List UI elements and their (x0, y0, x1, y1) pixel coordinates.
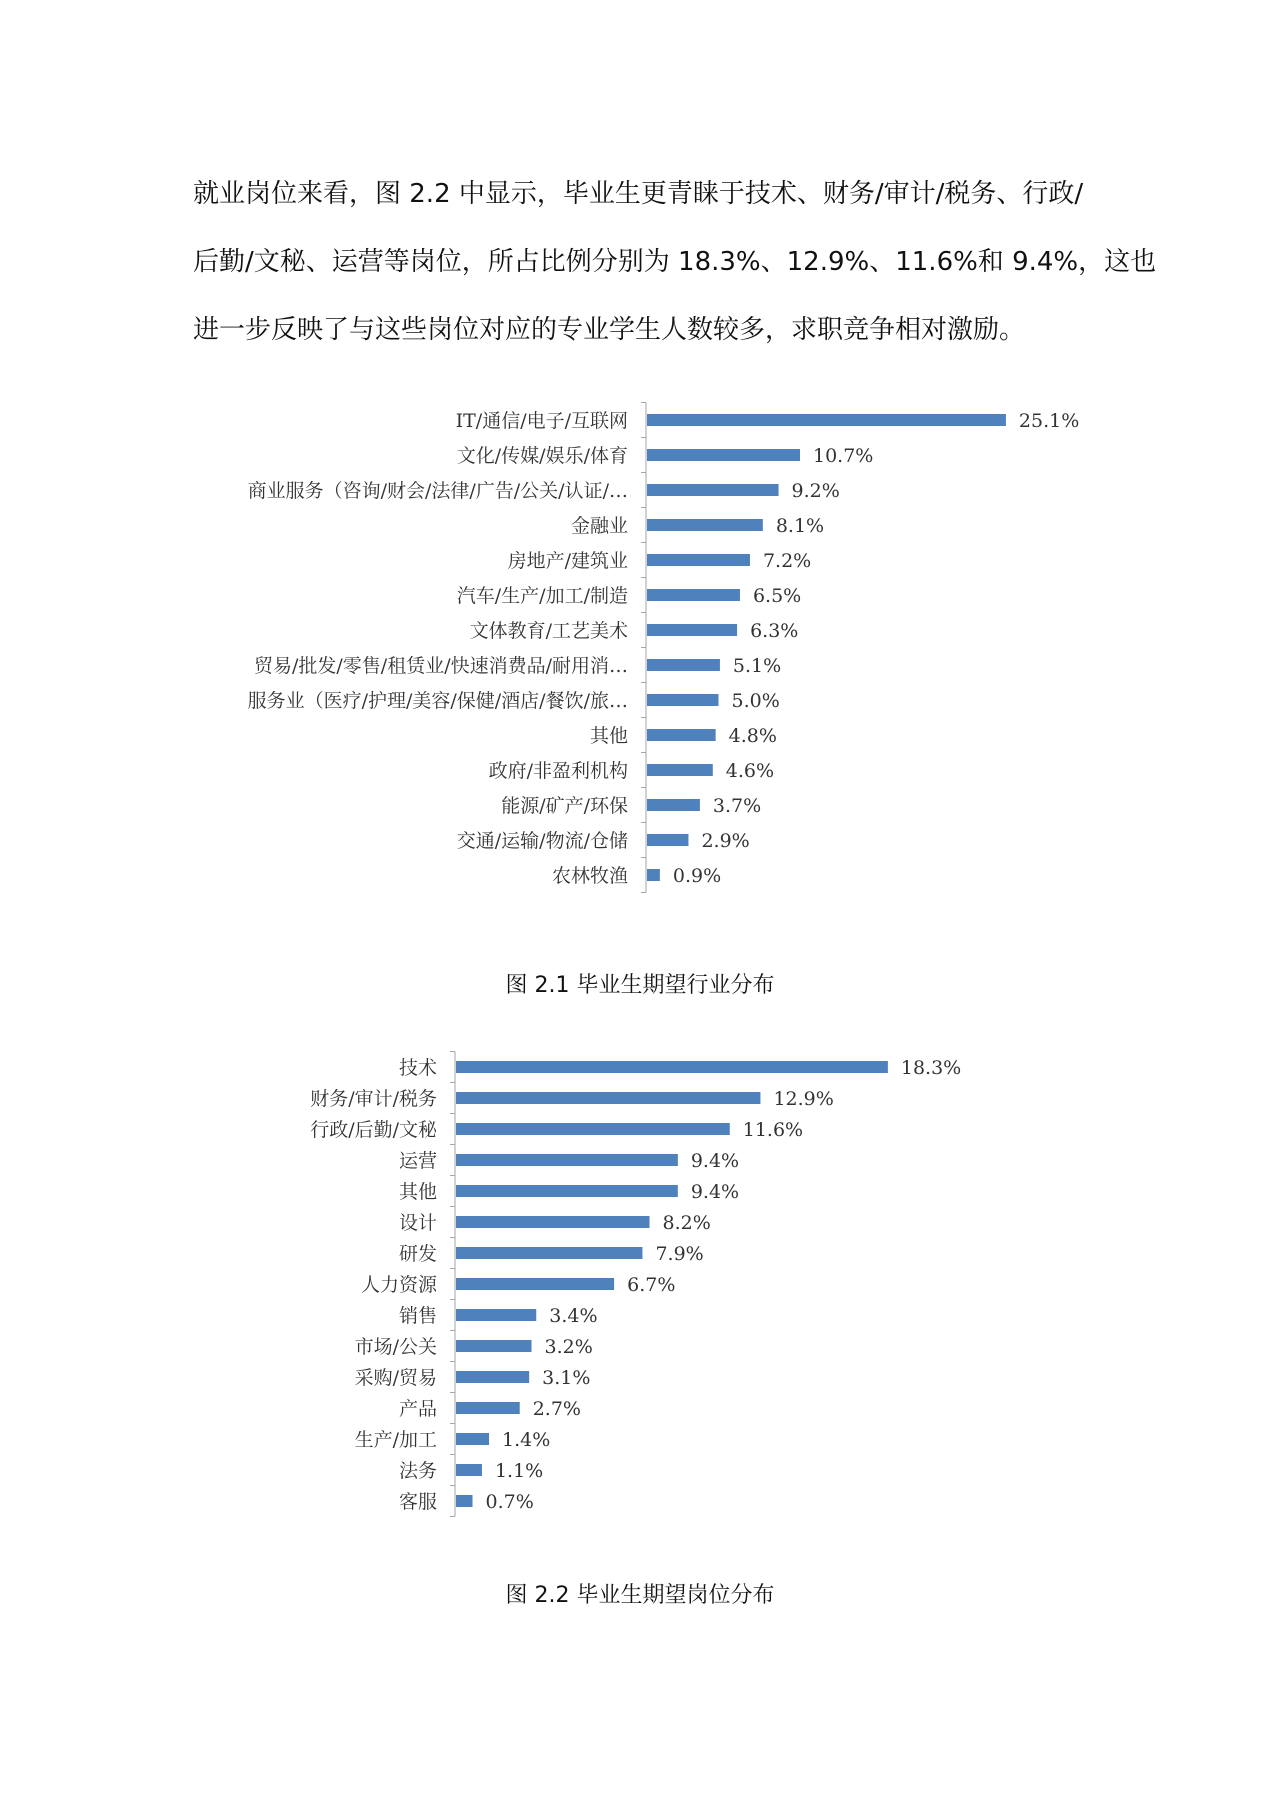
category-label: 服务业（医疗/护理/美容/保健/酒店/餐饮/旅… (247, 690, 628, 712)
category-label: 商业服务（咨询/财会/法律/广告/公关/认证/… (247, 480, 628, 502)
bar (647, 519, 763, 531)
category-label: 法务 (398, 1460, 437, 1482)
bar (456, 1278, 614, 1290)
bar (647, 624, 737, 636)
bar (456, 1061, 888, 1073)
data-label: 9.2% (791, 480, 840, 502)
bar (647, 589, 740, 601)
bar (647, 694, 719, 706)
data-label: 6.7% (627, 1274, 676, 1296)
category-label: 生产/加工 (354, 1429, 437, 1451)
bar (456, 1495, 473, 1507)
bar (456, 1402, 520, 1414)
category-label: 文体教育/工艺美术 (469, 620, 628, 642)
category-label: 客服 (398, 1491, 437, 1513)
figure-2-2-caption: 图 2.2 毕业生期望岗位分布 (505, 1583, 775, 1608)
paragraph-line: 进一步反映了与这些岗位对应的专业学生人数较多，求职竞争相对激励。 (193, 315, 1026, 345)
category-label: 文化/传媒/娱乐/体育 (456, 445, 628, 467)
data-label: 4.8% (728, 725, 777, 747)
category-label: 农林牧渔 (551, 865, 628, 887)
bar (456, 1123, 730, 1135)
data-label: 12.9% (773, 1088, 834, 1110)
bar (456, 1433, 489, 1445)
industry-bar-chart (0, 395, 1280, 895)
data-label: 2.9% (701, 830, 750, 852)
bar (647, 799, 700, 811)
data-label: 25.1% (1018, 410, 1080, 432)
data-label: 3.1% (542, 1367, 591, 1389)
data-label: 5.0% (731, 690, 780, 712)
bar (647, 729, 716, 741)
data-label: 2.7% (532, 1398, 582, 1420)
category-label: 其他 (398, 1181, 437, 1203)
data-label: 3.4% (549, 1305, 598, 1327)
bar (456, 1154, 678, 1166)
bar (647, 484, 779, 496)
bar (456, 1309, 536, 1321)
data-label: 0.7% (485, 1491, 534, 1513)
position-bar-chart (0, 1040, 1280, 1520)
data-label: 4.6% (725, 760, 775, 782)
category-label: 其他 (589, 725, 628, 747)
bar (456, 1185, 678, 1197)
category-label: 采购/贸易 (354, 1367, 437, 1389)
paragraph-line: 就业岗位来看，图 2.2 中显示，毕业生更青睐于技术、财务/审计/税务、行政/ (193, 179, 1084, 209)
category-label: 市场/公关 (354, 1336, 437, 1358)
bar (456, 1247, 642, 1259)
data-label: 7.9% (655, 1243, 704, 1265)
category-label: 金融业 (570, 515, 628, 537)
data-label: 11.6% (742, 1119, 804, 1141)
data-label: 9.4% (690, 1181, 740, 1203)
bar (647, 414, 1006, 426)
data-label: 1.4% (502, 1429, 551, 1451)
bar (456, 1092, 760, 1104)
category-label: 汽车/生产/加工/制造 (456, 585, 628, 607)
figure-2-1-caption: 图 2.1 毕业生期望行业分布 (505, 973, 775, 998)
bar (456, 1340, 532, 1352)
category-label: 运营 (398, 1150, 437, 1172)
bar (647, 764, 713, 776)
bar (456, 1371, 529, 1383)
category-label: 交通/运输/物流/仓储 (456, 830, 628, 852)
category-label: 能源/矿产/环保 (501, 795, 628, 817)
category-label: 贸易/批发/零售/租赁业/快速消费品/耐用消… (253, 655, 628, 677)
data-label: 3.2% (544, 1336, 593, 1358)
category-label: 财务/审计/税务 (310, 1088, 437, 1110)
data-label: 9.4% (690, 1150, 740, 1172)
data-label: 3.7% (712, 795, 762, 817)
bar (647, 554, 750, 566)
bar (647, 659, 720, 671)
data-label: 7.2% (762, 550, 812, 572)
data-label: 1.1% (494, 1460, 544, 1482)
body-paragraph (193, 160, 1157, 364)
category-label: 产品 (398, 1398, 437, 1420)
bar (647, 834, 688, 846)
data-label: 18.3% (900, 1057, 962, 1079)
bar (456, 1216, 650, 1228)
data-label: 8.2% (662, 1212, 711, 1234)
category-label: 销售 (398, 1305, 437, 1327)
data-label: 0.9% (672, 865, 722, 887)
bar (647, 869, 660, 881)
category-label: 政府/非盈利机构 (488, 760, 628, 782)
data-label: 8.1% (775, 515, 825, 537)
bar (456, 1464, 482, 1476)
data-label: 6.5% (752, 585, 802, 607)
data-label: 5.1% (732, 655, 782, 677)
category-label: 技术 (398, 1057, 437, 1079)
category-label: 行政/后勤/文秘 (310, 1119, 437, 1141)
category-label: 研发 (398, 1243, 437, 1265)
category-label: 房地产/建筑业 (507, 550, 628, 572)
category-label: 设计 (398, 1212, 437, 1234)
category-label: IT/通信/电子/互联网 (455, 410, 628, 432)
paragraph-line: 后勤/文秘、运营等岗位，所占比例分别为 18.3%、12.9%、11.6%和 9.4%，这也 (193, 247, 1157, 277)
bar (647, 449, 800, 461)
data-label: 6.3% (750, 620, 799, 642)
category-label: 人力资源 (360, 1274, 437, 1296)
data-label: 10.7% (813, 445, 874, 467)
